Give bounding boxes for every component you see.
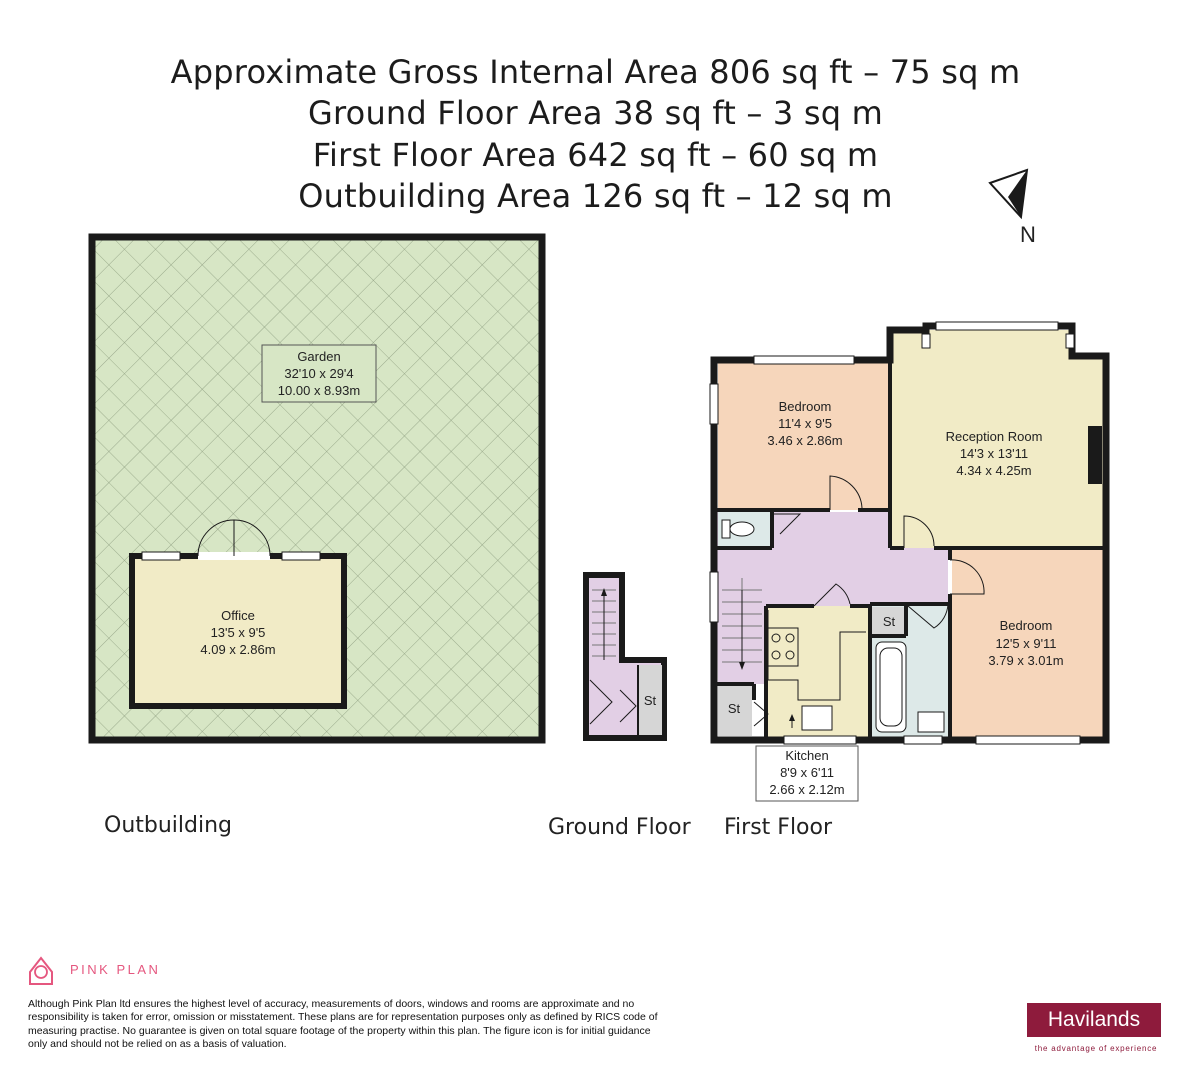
reception-imperial: 14'3 x 13'11 (959, 446, 1029, 461)
havilands-logo: Havilands (1027, 1003, 1161, 1037)
havilands-tagline: the advantage of experience (1034, 1044, 1158, 1053)
office-metric: 4.09 x 2.86m (200, 642, 276, 657)
pink-plan-brand: PINK PLAN (70, 962, 161, 977)
office-imperial: 13'5 x 9'5 (210, 625, 266, 640)
ground-floor-area-heading: Ground Floor Area 38 sq ft – 3 sq m (308, 94, 883, 132)
bedroom1-metric: 3.46 x 2.86m (767, 433, 843, 448)
reception-metric: 4.34 x 4.25m (956, 463, 1032, 478)
bedroom1-name: Bedroom (778, 399, 832, 414)
first-floor-store-label: St (882, 614, 896, 629)
garden-name: Garden (297, 349, 341, 364)
pink-plan-logo-icon (30, 958, 52, 984)
compass-north-label: N (1020, 222, 1036, 247)
outbuilding-plan (92, 237, 542, 740)
gross-area-heading: Approximate Gross Internal Area 806 sq ft – 75 sq m (170, 53, 1021, 91)
ground-floor-plan (586, 575, 664, 738)
bedroom2-imperial: 12'5 x 9'11 (995, 636, 1057, 651)
kitchen-metric: 2.66 x 2.12m (769, 782, 845, 797)
first-floor-area-heading: First Floor Area 642 sq ft – 60 sq m (312, 136, 879, 174)
disclaimer-text: Although Pink Plan ltd ensures the highest level of accuracy, measurements of doors, windows and rooms are approximate and no responsibility is taken for error, omission or misstatement. These plans are for representation purposes only as defined by RICS code of measuring practise. No guarantee is given on total square footage of the property within this plan. The figure icon is for initial guidance only and should not be relied on as a basis of valuation. (28, 998, 658, 1051)
first-floor-label: First Floor (724, 815, 833, 840)
kitchen-imperial: 8'9 x 6'11 (780, 765, 834, 780)
outbuilding-label: Outbuilding (104, 813, 233, 838)
garden-metric: 10.00 x 8.93m (277, 383, 361, 398)
first-floor-plan (710, 322, 1106, 801)
outbuilding-area-heading: Outbuilding Area 126 sq ft – 12 sq m (298, 177, 893, 215)
ground-store-label: St (643, 693, 657, 708)
first-floor-store-label-2: St (727, 701, 741, 716)
bedroom2-name: Bedroom (999, 618, 1053, 633)
bedroom2-metric: 3.79 x 3.01m (988, 653, 1064, 668)
reception-name: Reception Room (945, 429, 1043, 444)
garden-imperial: 32'10 x 29'4 (284, 366, 354, 381)
bedroom1-imperial: 11'4 x 9'5 (778, 416, 832, 431)
north-compass-icon (990, 170, 1036, 247)
kitchen-name: Kitchen (785, 748, 829, 763)
ground-floor-label: Ground Floor (548, 815, 691, 840)
office-name: Office (221, 608, 255, 623)
